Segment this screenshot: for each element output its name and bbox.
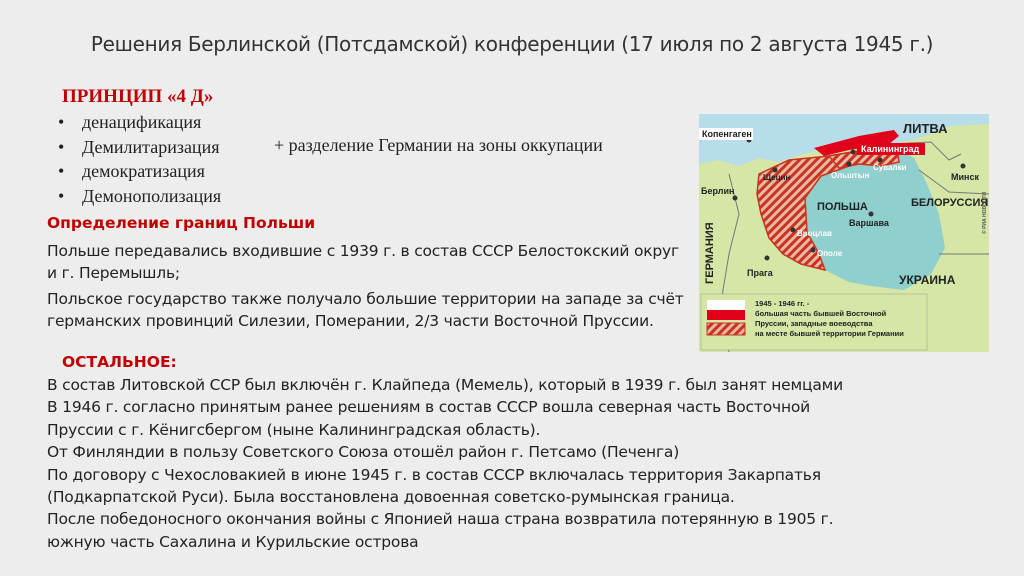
map-label-copenhagen: Копенгаген bbox=[702, 129, 752, 139]
map-label-opole: Ополе bbox=[817, 249, 843, 258]
principle-item: • Демилитаризация bbox=[56, 135, 221, 160]
principle-heading: ПРИНЦИП «4 Д» bbox=[62, 86, 214, 107]
map-label-ukraine: УКРАИНА bbox=[899, 273, 956, 287]
map-label-berlin: Берлин bbox=[701, 186, 735, 196]
map-legend bbox=[701, 294, 927, 350]
map-city-dot bbox=[765, 256, 770, 261]
principle-item: • демократизация bbox=[56, 159, 221, 184]
map-label-poland: ПОЛЬША bbox=[817, 201, 868, 213]
rest-heading: ОСТАЛЬНОЕ: bbox=[62, 353, 177, 371]
legend-line: Пруссии, западные воеводства bbox=[755, 319, 873, 328]
map-city-dot bbox=[847, 162, 852, 167]
map-label-lithuania: ЛИТВА bbox=[903, 121, 948, 136]
rest-line: В 1946 г. согласно принятым ранее решениям в состав СССР вошла северная часть Восточной bbox=[47, 398, 811, 417]
map-city-dot bbox=[878, 158, 883, 163]
legend-line: на месте бывшей территории Германии bbox=[755, 329, 904, 338]
map-city-dot bbox=[811, 248, 816, 253]
map-credit: © РИА НОВОСТИ bbox=[982, 191, 988, 234]
map-label-kaliningrad: Калининград bbox=[861, 144, 920, 154]
map-label-wroclaw: Вроцлав bbox=[797, 229, 832, 238]
legend-line: 1945 - 1946 гг. - bbox=[755, 299, 810, 308]
map-label-minsk: Минск bbox=[951, 172, 979, 182]
poland-paragraph-2: Польское государство также получало большие территории на западе за счёт германских провинций Силезии, Померании, 2/3 части Восточной Пруссии. bbox=[47, 290, 684, 330]
map-label-belarus: БЕЛОРУССИЯ bbox=[911, 197, 989, 209]
rest-line: (Подкарпатской Руси). Была восстановлена довоенная советско-румынская граница. bbox=[47, 488, 735, 507]
occupation-zones-note: + разделение Германии на зоны оккупации bbox=[274, 135, 603, 155]
map-city-dot bbox=[791, 228, 796, 233]
map-label-szczecin: Щецин bbox=[763, 173, 791, 182]
principle-list bbox=[56, 110, 221, 208]
map-city-dot bbox=[961, 164, 966, 169]
map-label-prague: Прага bbox=[747, 268, 773, 278]
map-city-dot bbox=[733, 196, 738, 201]
poland-paragraph-1: Польше передавались входившие с 1939 г. в состав СССР Белостокский округ и г. Перемышль; bbox=[47, 242, 679, 282]
legend-line: большая часть бывшей Восточной bbox=[755, 309, 887, 318]
map-label-suwalki: Сувалки bbox=[873, 163, 907, 172]
principle-item: • Демонополизация bbox=[56, 184, 221, 209]
map-city-dot bbox=[851, 150, 856, 155]
map-svg bbox=[699, 114, 989, 352]
slide-title: Решения Берлинской (Потсдамской) конференции (17 июля по 2 августа 1945 г.) bbox=[90, 32, 934, 56]
rest-line: В состав Литовской ССР был включён г. Клайпеда (Мемель), который в 1939 г. был занят немцами bbox=[47, 376, 844, 394]
map-label-warsaw: Варшава bbox=[849, 218, 889, 228]
legend-swatch-red bbox=[707, 310, 745, 320]
rest-line: южную часть Сахалина и Курильские острова bbox=[47, 532, 419, 551]
rest-line: После победоносного окончания войны с Японией наша страна возвратила потерянную в 1905 г. bbox=[47, 510, 834, 529]
poland-borders-heading: Определение границ Польши bbox=[47, 214, 316, 232]
rest-line: Пруссии с г. Кёнигсбергом (ныне Калининградская область). bbox=[47, 420, 541, 439]
map-city-dot bbox=[773, 168, 778, 173]
legend-swatch-hatch bbox=[707, 323, 745, 335]
map-city-dot bbox=[869, 212, 874, 217]
map-label-olsztyn: Ольштын bbox=[831, 171, 870, 180]
legend-swatch-white bbox=[707, 300, 745, 310]
map-label-germany: ГЕРМАНИЯ bbox=[704, 222, 716, 284]
rest-line: От Финляндии в пользу Советского Союза отошёл район г. Петсамо (Печенга) bbox=[47, 443, 680, 462]
rest-text bbox=[47, 374, 887, 553]
poland-borders-map bbox=[699, 114, 989, 352]
rest-line: По договору с Чехословакией в июне 1945 г. в состав СССР включалась территория Закарпатья bbox=[47, 465, 821, 484]
principle-item: • денацификация bbox=[56, 110, 221, 135]
